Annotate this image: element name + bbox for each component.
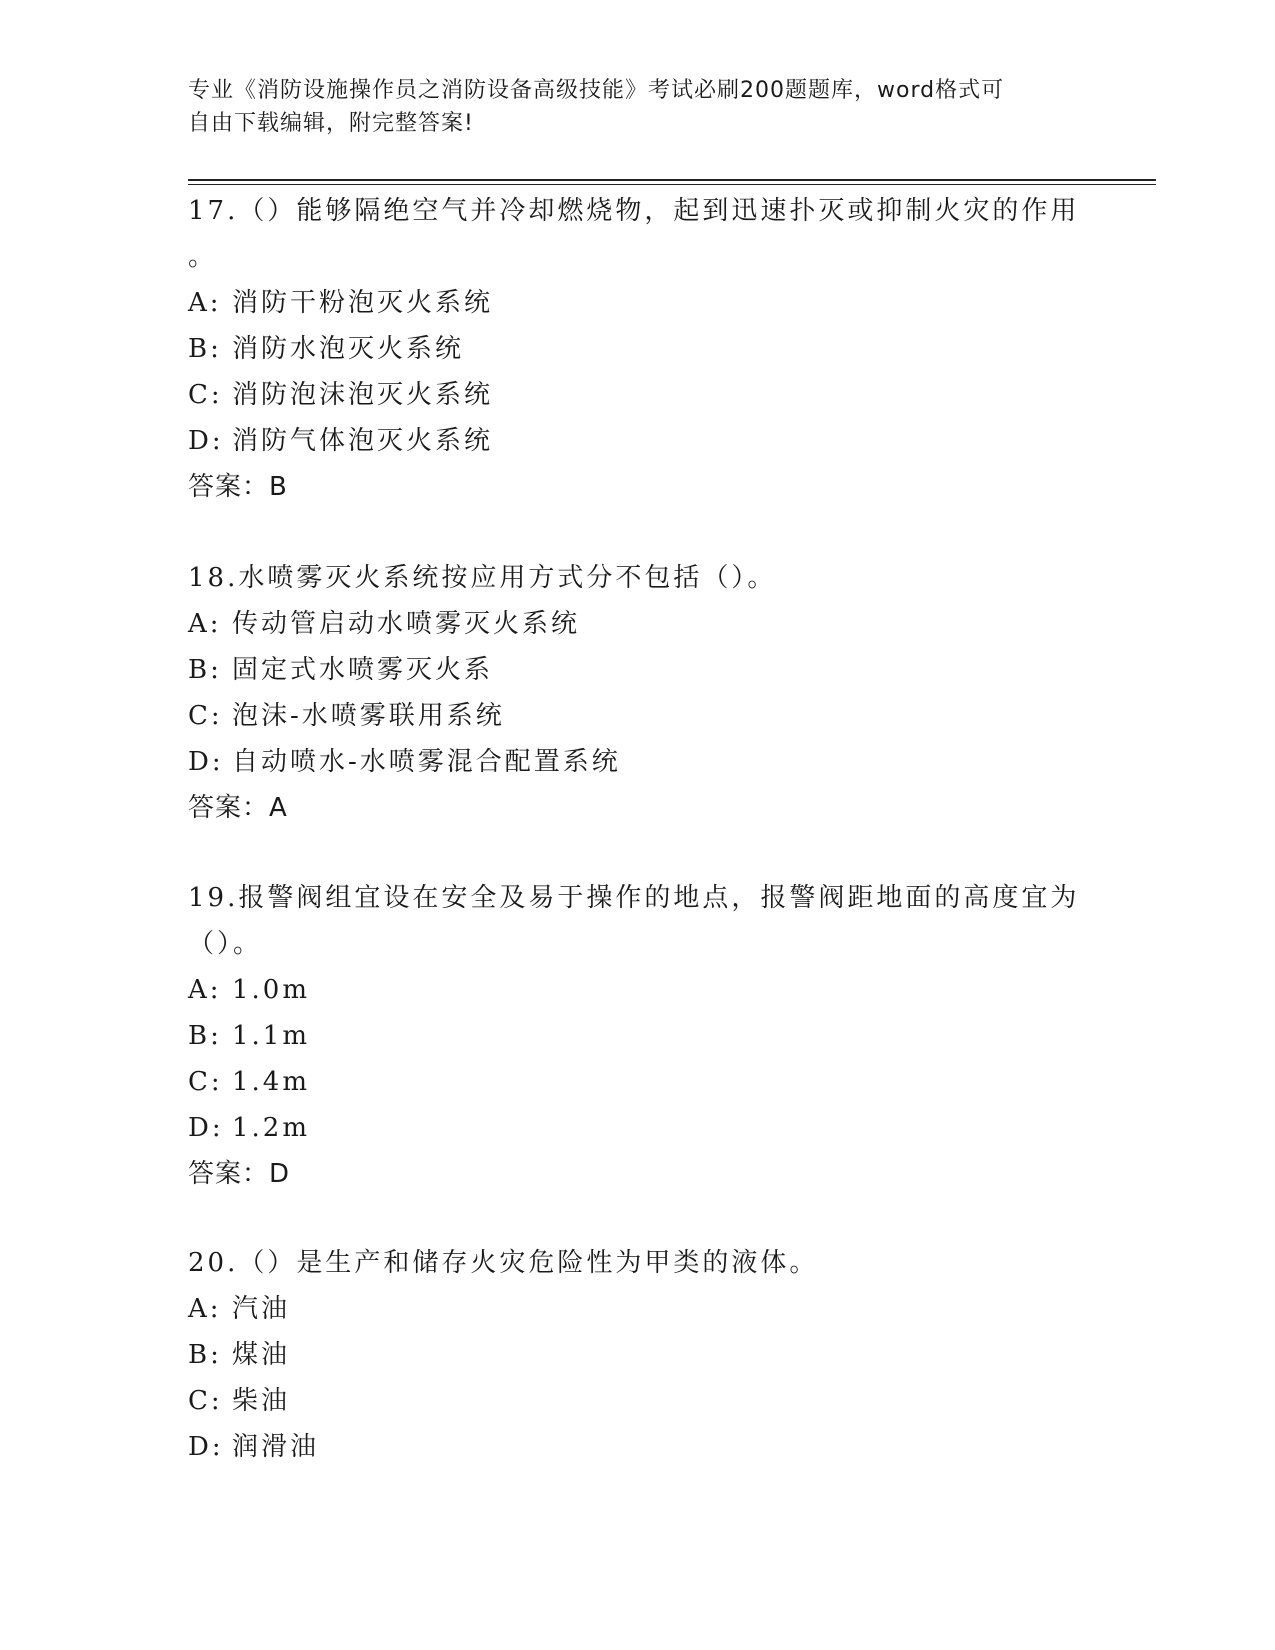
option-letter: B: [188, 1021, 222, 1051]
option-a [188, 967, 1088, 1013]
option-text: 润滑油 [232, 1432, 320, 1462]
option-c [188, 693, 1088, 739]
option-text: 1.1m [232, 1021, 311, 1051]
option-letter: D: [188, 747, 224, 777]
option-c [188, 1059, 1088, 1105]
option-text: 汽油 [232, 1294, 291, 1324]
option-text: 消防气体泡灭火系统 [232, 426, 494, 456]
option-a [188, 280, 1088, 326]
option-letter: A: [188, 288, 222, 318]
option-d [188, 1105, 1088, 1151]
answer-line: 答案：D [188, 1159, 291, 1189]
option-letter: A: [188, 1294, 222, 1324]
option-text: 消防干粉泡灭火系统 [232, 288, 494, 318]
option-letter: D: [188, 426, 224, 456]
header-divider-thin [188, 184, 1156, 185]
option-text: 消防泡沫泡灭火系统 [232, 380, 494, 410]
question-20 [188, 1240, 1088, 1470]
option-b [188, 1332, 1088, 1378]
question-stem: 19.报警阀组宜设在安全及易于操作的地点，报警阀距地面的高度宜为 [188, 883, 1080, 913]
answer-line: 答案：B [188, 472, 288, 502]
option-letter: A: [188, 975, 222, 1005]
option-a [188, 601, 1088, 647]
question-17 [188, 188, 1088, 510]
document-header [188, 74, 1088, 140]
option-letter: A: [188, 609, 222, 639]
option-text: 泡沫-水喷雾联用系统 [232, 701, 505, 731]
question-stem: 18.水喷雾灭火系统按应用方式分不包括（）。 [188, 563, 777, 593]
option-letter: B: [188, 655, 222, 685]
option-a [188, 1286, 1088, 1332]
header-divider-thick [188, 179, 1156, 181]
option-letter: C: [188, 380, 223, 410]
question-stem-continuation: 。 [188, 242, 218, 272]
option-d [188, 739, 1088, 785]
answer-line: 答案：A [188, 793, 288, 823]
option-b [188, 647, 1088, 693]
option-letter: B: [188, 334, 222, 364]
option-text: 传动管启动水喷雾灭火系统 [232, 609, 581, 639]
option-text: 柴油 [232, 1386, 291, 1416]
option-letter: B: [188, 1340, 222, 1370]
question-stem-continuation: （）。 [188, 929, 263, 959]
question-stem: 20.（）是生产和储存火灾危险性为甲类的液体。 [188, 1248, 819, 1278]
question-18 [188, 555, 1088, 831]
option-c [188, 1378, 1088, 1424]
option-b [188, 326, 1088, 372]
option-text: 消防水泡灭火系统 [232, 334, 465, 364]
option-text: 固定式水喷雾灭火系 [232, 655, 494, 685]
option-d [188, 1424, 1088, 1470]
option-text: 1.2m [232, 1113, 311, 1143]
option-letter: C: [188, 1067, 223, 1097]
option-text: 1.0m [232, 975, 311, 1005]
option-c [188, 372, 1088, 418]
option-letter: C: [188, 701, 223, 731]
option-letter: D: [188, 1113, 224, 1143]
option-b [188, 1013, 1088, 1059]
header-line-1: 专业《消防设施操作员之消防设备高级技能》考试必刷200题题库，word格式可 [188, 78, 1005, 103]
header-line-2: 自由下载编辑，附完整答案! [188, 111, 474, 136]
question-19 [188, 875, 1088, 1197]
option-letter: C: [188, 1386, 223, 1416]
option-text: 煤油 [232, 1340, 291, 1370]
option-letter: D: [188, 1432, 224, 1462]
question-stem: 17.（）能够隔绝空气并冷却燃烧物，起到迅速扑灭或抑制火灾的作用 [188, 196, 1080, 226]
option-d [188, 418, 1088, 464]
option-text: 1.4m [232, 1067, 311, 1097]
option-text: 自动喷水-水喷雾混合配置系统 [232, 747, 621, 777]
